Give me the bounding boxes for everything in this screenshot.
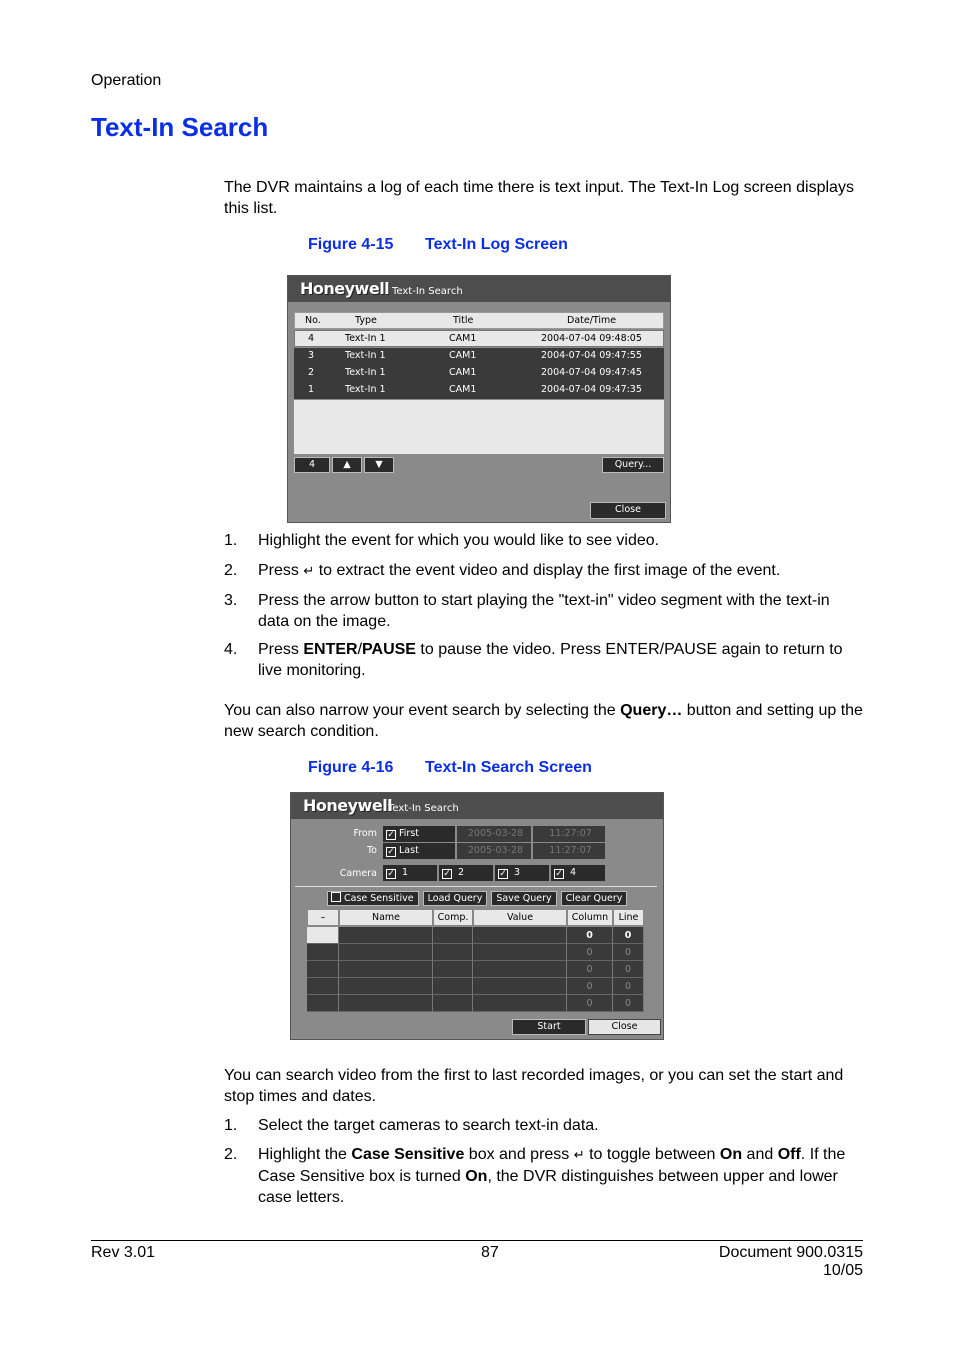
screen-title-bar (288, 276, 670, 302)
enter-key-icon: ↵ (303, 564, 315, 579)
from-time-field[interactable]: 11:27:07 (533, 826, 605, 842)
figure-number: Figure 4-15 (308, 236, 394, 253)
log-row[interactable] (294, 348, 664, 365)
list-text: Press the arrow button to start playing the "text-in" video segment with the text-in data on the image. (258, 592, 830, 630)
check-icon: ✓ (387, 847, 395, 857)
cell-type: Text-In 1 (345, 333, 386, 344)
figure-title: Text-In Search Screen (425, 759, 592, 776)
log-empty-area (294, 400, 664, 454)
check-icon: ✓ (387, 830, 395, 840)
col-comp: Comp. (433, 909, 473, 926)
load-query-button[interactable]: Load Query (423, 891, 487, 906)
to-time-field[interactable]: 11:27:07 (533, 843, 605, 859)
clear-query-button[interactable]: Clear Query (561, 891, 627, 906)
list-text: Press ENTER/PAUSE to pause the video. Press ENTER/PAUSE again to return to live monitoring. (258, 641, 843, 679)
value-cell[interactable] (473, 927, 567, 944)
cell-datetime: 2004-07-04 09:47:35 (541, 384, 642, 395)
running-header: Operation (91, 72, 162, 89)
col-line: Line (613, 909, 644, 926)
honeywell-logo: Honeywell (300, 279, 390, 298)
comp-cell[interactable] (433, 927, 473, 944)
figure-number: Figure 4-16 (308, 759, 394, 776)
cell-type: Text-In 1 (345, 384, 386, 395)
scroll-up-button[interactable]: ▲ (332, 457, 362, 473)
to-last-checkbox[interactable]: ✓ Last (383, 843, 455, 859)
line-cell[interactable]: 0 (613, 978, 644, 995)
list-item (224, 530, 864, 551)
list-item (224, 1115, 864, 1136)
row-selector[interactable] (307, 978, 339, 995)
line-cell[interactable]: 0 (613, 961, 644, 978)
from-label: From (353, 828, 377, 839)
col-type: Type (355, 315, 377, 326)
column-cell[interactable]: 0 (567, 961, 613, 978)
to-date-field[interactable]: 2005-03-28 (457, 843, 531, 859)
list-text: Highlight the Case Sensitive box and press ↵ to toggle between On and Off. If the Case Sensitive box is turned On, the DVR distinguishes between upper and lower case letters. (258, 1146, 846, 1206)
row-selector[interactable] (307, 944, 339, 961)
footer-page-number: 87 (481, 1244, 499, 1261)
case-sensitive-checkbox[interactable]: Case Sensitive (327, 891, 419, 906)
list-item (224, 639, 864, 681)
start-button[interactable]: Start (512, 1019, 586, 1035)
cell-no: 2 (308, 367, 315, 378)
line-cell[interactable]: 0 (613, 927, 644, 944)
column-cell[interactable]: 0 (567, 927, 613, 944)
divider (295, 886, 657, 887)
to-label: To (366, 845, 377, 856)
column-cell[interactable]: 0 (567, 995, 613, 1012)
list-text: Select the target cameras to search text-in data. (258, 1117, 599, 1134)
col-no: No. (305, 315, 321, 326)
list-number: 4. (224, 641, 238, 658)
log-row[interactable] (294, 330, 664, 347)
footer-document-number: Document 900.0315 (718, 1244, 863, 1261)
comp-cell[interactable] (433, 995, 473, 1012)
col-value: Value (473, 909, 567, 926)
list-item (224, 1144, 864, 1207)
checkbox-icon (331, 892, 341, 902)
col-column: Column (567, 909, 613, 926)
screen-title: Text-In Search (388, 803, 459, 814)
line-cell[interactable]: 0 (613, 944, 644, 961)
list-number: 1. (224, 532, 238, 549)
check-icon: ✓ (443, 869, 451, 879)
col-remove: – (307, 909, 339, 926)
list-text: Press ↵ to extract the event video and display the first image of the event. (258, 562, 781, 579)
name-cell[interactable] (339, 978, 433, 995)
camera-label: Camera (339, 868, 377, 879)
cell-type: Text-In 1 (345, 367, 386, 378)
log-row[interactable] (294, 365, 664, 382)
screen-title: Text-In Search (392, 286, 463, 297)
value-cell[interactable] (473, 961, 567, 978)
comp-cell[interactable] (433, 961, 473, 978)
row-selector[interactable] (307, 927, 339, 944)
screen-title-bar (291, 793, 663, 819)
honeywell-logo: Honeywell (303, 796, 393, 815)
row-selector[interactable] (307, 961, 339, 978)
list-number: 2. (224, 1146, 238, 1163)
list-text: Highlight the event for which you would like to see video. (258, 532, 660, 549)
enter-key-icon: ↵ (573, 1148, 585, 1163)
footer-date: 10/05 (822, 1262, 863, 1279)
list-number: 1. (224, 1117, 238, 1134)
scroll-down-button[interactable]: ▼ (364, 457, 394, 473)
from-first-checkbox[interactable]: ✓ First (383, 826, 455, 842)
col-name: Name (339, 909, 433, 926)
search-paragraph: You can search video from the first to last recorded images, or you can set the start and stop times and dates. (224, 1067, 844, 1105)
comp-cell[interactable] (433, 944, 473, 961)
cell-type: Text-In 1 (345, 350, 386, 361)
column-cell[interactable]: 0 (567, 944, 613, 961)
close-button[interactable]: Close (590, 502, 666, 519)
log-table-header (294, 312, 664, 329)
page-title: Text-In Search (91, 112, 269, 142)
value-cell[interactable] (473, 995, 567, 1012)
page-number: 4 (294, 457, 330, 473)
cell-title: CAM1 (449, 367, 477, 378)
cell-no: 3 (308, 350, 315, 361)
name-cell[interactable] (339, 995, 433, 1012)
cell-datetime: 2004-07-04 09:47:45 (541, 367, 642, 378)
list-number: 3. (224, 592, 238, 609)
list-item (224, 590, 864, 632)
cell-datetime: 2004-07-04 09:47:55 (541, 350, 642, 361)
page-footer (91, 1240, 863, 1279)
line-cell[interactable]: 0 (613, 995, 644, 1012)
name-cell[interactable] (339, 927, 433, 944)
cell-title: CAM1 (449, 333, 477, 344)
query-button[interactable]: Query... (602, 457, 664, 473)
intro-paragraph: The DVR maintains a log of each time there is text input. The Text-In Log screen displays this list. (224, 179, 854, 217)
log-row[interactable] (294, 382, 664, 399)
value-cell[interactable] (473, 978, 567, 995)
cell-no: 4 (308, 333, 315, 344)
camera-4-checkbox[interactable]: ✓ 4 (551, 865, 605, 881)
check-icon: ✓ (499, 869, 507, 879)
name-cell[interactable] (339, 944, 433, 961)
from-date-field[interactable]: 2005-03-28 (457, 826, 531, 842)
close-button[interactable]: Close (588, 1019, 661, 1035)
text-in-search-screen (290, 792, 664, 1040)
camera-2-checkbox[interactable]: ✓ 2 (439, 865, 493, 881)
save-query-button[interactable]: Save Query (491, 891, 557, 906)
col-datetime: Date/Time (567, 315, 617, 326)
name-cell[interactable] (339, 961, 433, 978)
cell-title: CAM1 (449, 350, 477, 361)
footer-revision: Rev 3.01 (91, 1244, 156, 1261)
cell-title: CAM1 (449, 384, 477, 395)
cell-datetime: 2004-07-04 09:48:05 (541, 333, 642, 344)
camera-1-checkbox[interactable]: ✓ 1 (383, 865, 437, 881)
row-selector[interactable] (307, 995, 339, 1012)
narrow-paragraph: You can also narrow your event search by selecting the Query… button and setting up the new search condition. (224, 702, 863, 740)
list-number: 2. (224, 562, 238, 579)
column-cell[interactable]: 0 (567, 978, 613, 995)
check-icon: ✓ (555, 869, 563, 879)
value-cell[interactable] (473, 944, 567, 961)
comp-cell[interactable] (433, 978, 473, 995)
list-item (224, 560, 864, 581)
check-icon: ✓ (387, 869, 395, 879)
camera-3-checkbox[interactable]: ✓ 3 (495, 865, 549, 881)
col-title: Title (453, 315, 474, 326)
cell-no: 1 (308, 384, 315, 395)
figure-title: Text-In Log Screen (425, 236, 568, 253)
text-in-log-screen (287, 275, 671, 523)
